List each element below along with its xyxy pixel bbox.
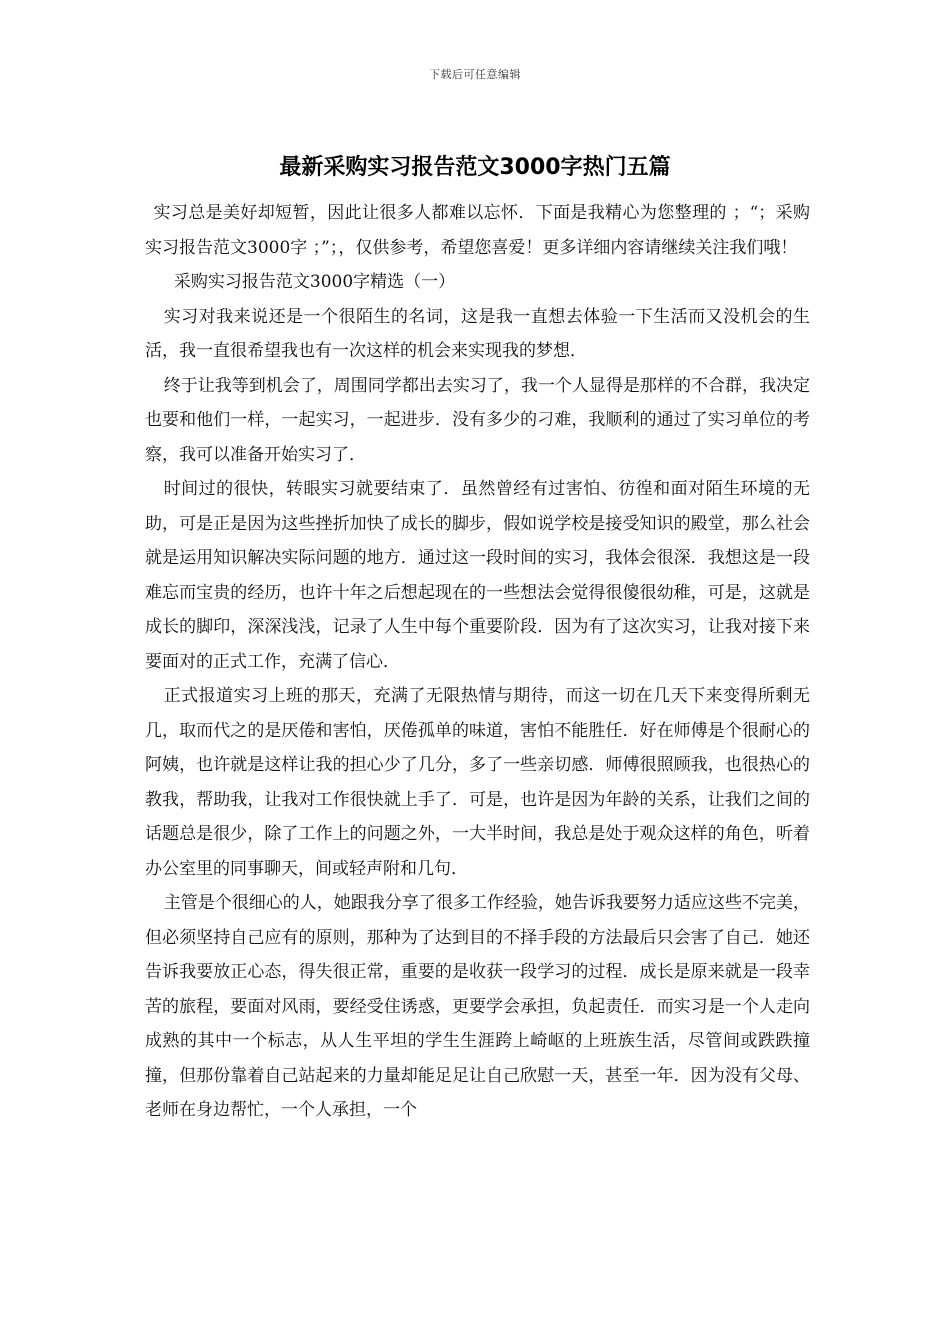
body-paragraph: 实习对我来说还是一个很陌生的名词，这是我一直想去体验一下生活而又没机会的生活，我一直很希望我也有一次这样的机会来实现我的梦想． (145, 306, 810, 361)
document-title: 最新采购实习报告范文3000字热门五篇 (279, 155, 671, 180)
body-paragraph: 终于让我等到机会了，周围同学都出去实习了，我一个人显得是那样的不合群，我决定也要和他们一样，一起实习，一起进步．没有多少的刁难，我顺利的通过了实习单位的考察，我可以准备开始实习了． (145, 375, 810, 465)
body-paragraph: 主管是个很细心的人，她跟我分享了很多工作经验，她告诉我要努力适应这些不完美，但必须坚持自己应有的原则，那种为了达到目的不择手段的方法最后只会害了自己．她还告诉我要放正心态，得失很正常，重要的是收获一段学习的过程．成长是原来就是一段幸苦的旅程，要面对风雨，要经受住诱惑，更要学会承担，负起责任．而实习是一个人走向成熟的其中一个标志，从人生平坦的学生生涯跨上崎岖的上班族生活，尽管间或跌跌撞撞，但那份靠着自己站起来的力量却能足足让自己欣慰一天，甚至一年．因为没有父母、老师在身边帮忙，一个人承担，一个 (145, 893, 810, 1120)
body-paragraph: 正式报道实习上班的那天，充满了无限热情与期待，而这一切在几天下来变得所剩无几，取而代之的是厌倦和害怕，厌倦孤单的味道，害怕不能胜任．好在师傅是个很耐心的阿姨，也许就是这样让我的担心少了几分，多了一些亲切感．师傅很照顾我，也很热心的教我，帮助我，让我对工作很快就上手了．可是，也许是因为年龄的关系，让我们之间的话题总是很少，除了工作上的问题之外，一大半时间，我总是处于观众这样的角色，听着办公室里的同事聊天，间或轻声附和几句． (145, 686, 810, 879)
body-paragraph: 时间过的很快，转眼实习就要结束了．虽然曾经有过害怕、彷徨和面对陌生环境的无助，可是正是因为这些挫折加快了成长的脚步，假如说学校是接受知识的殿堂，那么社会就是运用知识解决实际问题的地方．通过这一段时间的实习，我体会很深．我想这是一段难忘而宝贵的经历，也许十年之后想起现在的一些想法会觉得很傻很幼稚，可是，这就是成长的脚印，深深浅浅，记录了人生中每个重要阶段．因为有了这次实习，让我对接下来要面对的正式工作，充满了信心． (145, 479, 810, 672)
intro-paragraph: 实习总是美好却短暂，因此让很多人都难以忘怀．下面是我精心为您整理的 ；“；采购实习报告范文3000字 ；”；，仅供参考，希望您喜爱！更多详细内容请继续关注我们哦！ (145, 203, 810, 258)
header-note: 下载后可任意编辑 (429, 68, 521, 81)
document-body (145, 196, 810, 1128)
section-heading: 采购实习报告范文3000字精选（一） (173, 272, 456, 292)
